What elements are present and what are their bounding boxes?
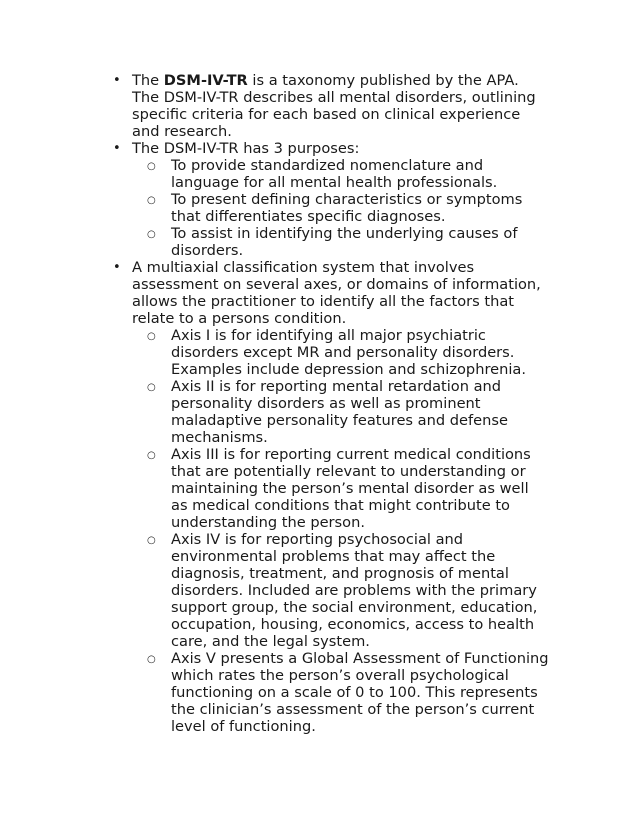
sub-item-text: Axis II is for reporting mental retardation and personality disorders as well as prominent maladaptive personality features and defense mechanisms.	[171, 378, 508, 446]
sub-item-text: To assist in identifying the underlying causes of disorders.	[171, 225, 518, 259]
circle-bullet-icon: ○	[147, 161, 156, 172]
item-text-bold: DSM-IV-TR	[163, 72, 248, 89]
sub-bullet-list	[132, 157, 549, 259]
circle-bullet-icon: ○	[147, 331, 156, 342]
sub-list-item	[147, 225, 549, 259]
sub-list-item-axis-5	[147, 650, 549, 735]
sub-item-text: Axis V presents a Global Assessment of Functioning which rates the person’s overall psychological functioning on a scale of 0 to 100. This represents the clinician’s assessment of the person’s current level of functioning.	[171, 650, 549, 735]
main-bullet-list	[109, 72, 549, 735]
bullet-icon: •	[113, 141, 121, 156]
sub-item-text: To provide standardized nomenclature and language for all mental health professionals.	[171, 157, 498, 191]
sub-list-item-axis-4	[147, 531, 549, 650]
list-item-dsm-purposes	[109, 140, 549, 259]
circle-bullet-icon: ○	[147, 535, 156, 546]
sub-list-item	[147, 191, 549, 225]
sub-list-item-axis-1	[147, 327, 549, 378]
sub-item-text: Axis IV is for reporting psychosocial and environmental problems that may affect the diagnosis, treatment, and prognosis of mental disorders. Included are problems with the primary support group, the social environment, education, occupation, housing, economics, access to health care, and the legal system.	[171, 531, 538, 650]
list-item-dsm-definition	[109, 72, 549, 140]
bullet-icon: •	[113, 260, 121, 275]
circle-bullet-icon: ○	[147, 450, 156, 461]
circle-bullet-icon: ○	[147, 195, 156, 206]
item-text: A multiaxial classification system that involves assessment on several axes, or domains of information, allows the practitioner to identify all the factors that relate to a persons condition.	[132, 259, 541, 327]
circle-bullet-icon: ○	[147, 229, 156, 240]
list-item-multiaxial-system	[109, 259, 549, 735]
bullet-icon: •	[113, 73, 121, 88]
circle-bullet-icon: ○	[147, 654, 156, 665]
sub-list-item-axis-3	[147, 446, 549, 531]
sub-list-item-axis-2	[147, 378, 549, 446]
item-text-post: is a taxonomy published by the APA. The DSM-IV-TR describes all mental disorders, outlining specific criteria for each based on clinical experience and research.	[132, 72, 536, 140]
sub-list-item	[147, 157, 549, 191]
item-text-pre: The	[132, 72, 164, 89]
circle-bullet-icon: ○	[147, 382, 156, 393]
sub-item-text: Axis I is for identifying all major psychiatric disorders except MR and personality disorders. Examples include depression and schizophrenia.	[171, 327, 526, 378]
document-body	[109, 72, 549, 735]
sub-bullet-list	[132, 327, 549, 735]
item-text: The DSM-IV-TR has 3 purposes:	[132, 140, 360, 157]
sub-item-text: Axis III is for reporting current medical conditions that are potentially relevant to understanding or maintaining the person’s mental disorder as well as medical conditions that might contribute to understanding the person.	[171, 446, 531, 531]
sub-item-text: To present defining characteristics or symptoms that differentiates specific diagnoses.	[171, 191, 523, 225]
